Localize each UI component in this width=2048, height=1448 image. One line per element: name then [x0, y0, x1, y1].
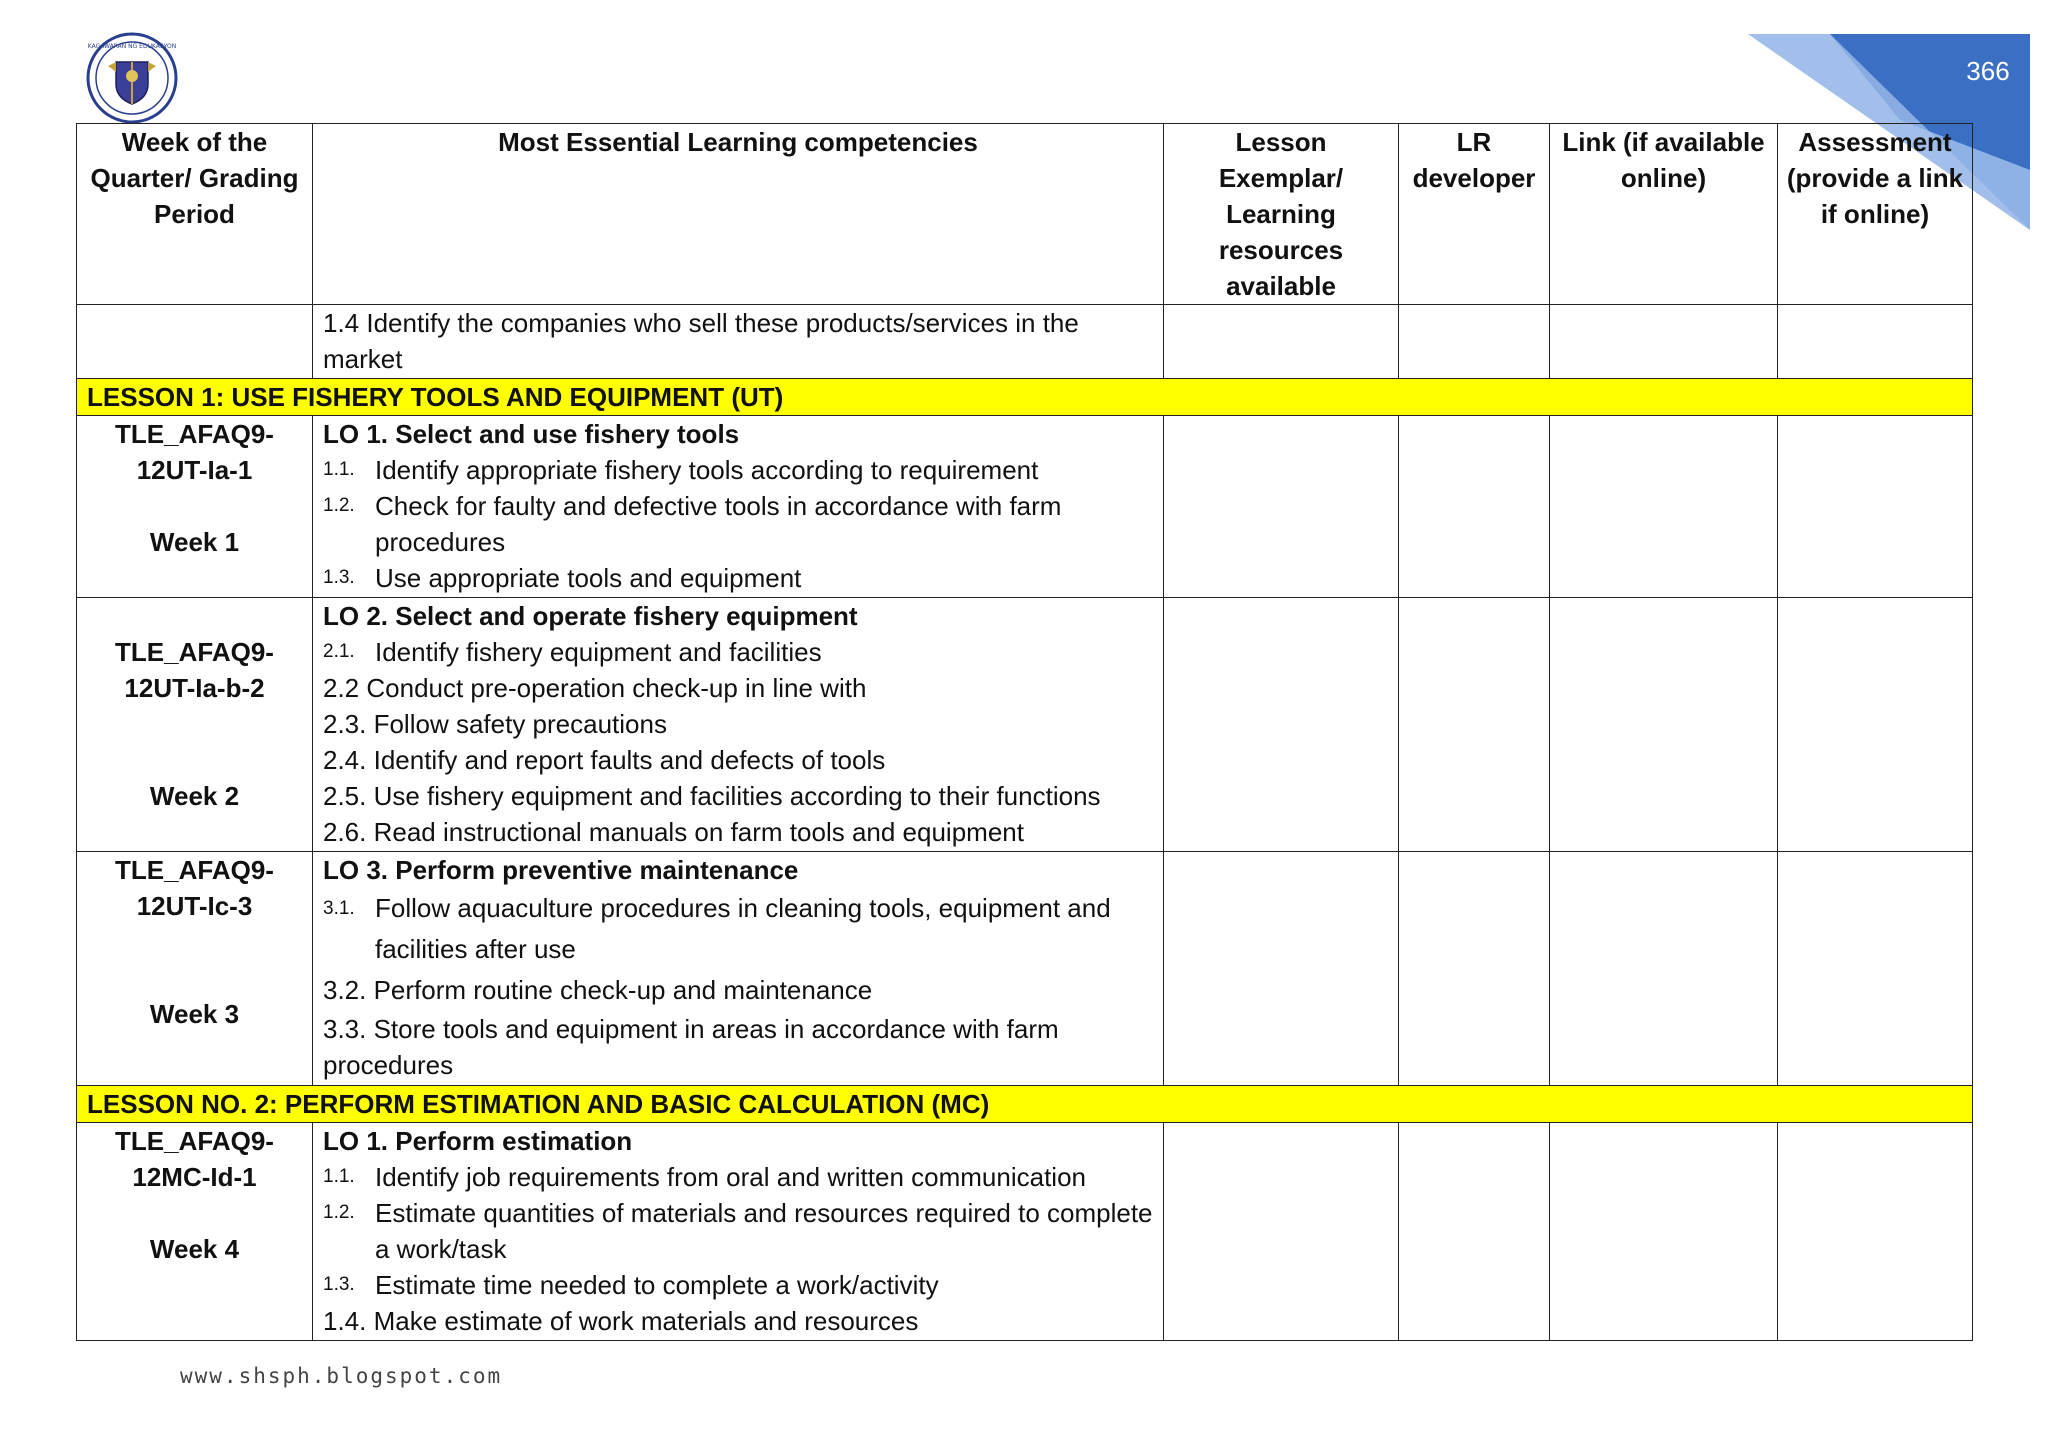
lesson-heading: LESSON NO. 2: PERFORM ESTIMATION AND BASIC CALCULATION (MC): [77, 1086, 1973, 1123]
competency-cell: 1.4 Identify the companies who sell these products/services in the market: [313, 305, 1164, 379]
competency-code: TLE_AFAQ9-: [115, 1126, 274, 1156]
table-header-row: [77, 124, 1973, 305]
competency-code: TLE_AFAQ9-: [115, 637, 274, 667]
week-label: Week 1: [149, 527, 240, 557]
list-item: 2.6. Read instructional manuals on farm tools and equipment: [323, 817, 1024, 847]
column-header-link: Link (if available online): [1550, 124, 1778, 305]
competency-cell: [313, 852, 1164, 1086]
table-row: [77, 852, 1973, 1086]
learning-outcome: LO 2. Select and operate fishery equipment: [323, 601, 858, 631]
deped-seal-logo: [86, 32, 178, 124]
list-item: 2.5. Use fishery equipment and facilities according to their functions: [323, 781, 1101, 811]
week-cell: [77, 852, 313, 1086]
list-item: 1.1. Identify appropriate fishery tools according to requirement: [323, 455, 1039, 485]
list-item: 2.1. Identify fishery equipment and facilities: [323, 637, 822, 667]
list-item: 2.4. Identify and report faults and defects of tools: [323, 745, 886, 775]
week-label: Week 3: [149, 999, 240, 1029]
competency-cell: [313, 1123, 1164, 1341]
list-item: 1.3. Estimate time needed to complete a work/activity: [323, 1270, 939, 1300]
competency-code: 12UT-Ia-1: [136, 455, 253, 485]
list-item: 1.4. Make estimate of work materials and resources: [323, 1306, 919, 1336]
list-item: 1.2. Check for faulty and defective tools in accordance with farm procedures: [323, 491, 1062, 557]
list-item: 3.2. Perform routine check-up and maintenance: [323, 975, 873, 1005]
competency-code: 12MC-Id-1: [132, 1162, 257, 1192]
page-number: 366: [1966, 56, 2010, 86]
competency-code: 12UT-Ia-b-2: [124, 673, 265, 703]
column-header-week: Week of the Quarter/ Grading Period: [77, 124, 313, 305]
column-header-assessment: Assessment (provide a link if online): [1778, 124, 1973, 305]
table-row: [77, 305, 1973, 379]
curriculum-guide-table: [76, 123, 1973, 1341]
competency-code: 12UT-Ic-3: [136, 891, 253, 921]
week-cell: [77, 416, 313, 598]
column-header-competencies: Most Essential Learning competencies: [313, 124, 1164, 305]
footer-url: www.shsph.blogspot.com: [180, 1364, 503, 1388]
list-item: 3.3. Store tools and equipment in areas in accordance with farm procedures: [323, 1014, 1059, 1080]
column-header-lr-developer: LR developer: [1399, 124, 1550, 305]
week-cell: [77, 598, 313, 852]
learning-outcome: LO 3. Perform preventive maintenance: [323, 855, 799, 885]
table-row: [77, 598, 1973, 852]
list-item: 3.1. Follow aquaculture procedures in cleaning tools, equipment and facilities after use: [323, 893, 1111, 964]
list-item: 2.2 Conduct pre-operation check-up in line with: [323, 673, 867, 703]
list-item: 1.3. Use appropriate tools and equipment: [323, 563, 802, 593]
lesson-heading: LESSON 1: USE FISHERY TOOLS AND EQUIPMENT (UT): [77, 379, 1973, 416]
competency-cell: [313, 416, 1164, 598]
competency-code: TLE_AFAQ9-: [115, 855, 274, 885]
table-row: [77, 416, 1973, 598]
list-item: 2.3. Follow safety precautions: [323, 709, 667, 739]
competency-cell: [313, 598, 1164, 852]
list-item: 1.1. Identify job requirements from oral and written communication: [323, 1162, 1086, 1192]
week-label: Week 2: [149, 781, 240, 811]
learning-outcome: LO 1. Select and use fishery tools: [323, 419, 740, 449]
svg-text:KAGAWARAN NG EDUKASYON: KAGAWARAN NG EDUKASYON: [87, 43, 177, 50]
table-row: [77, 1123, 1973, 1341]
learning-outcome: LO 1. Perform estimation: [323, 1126, 633, 1156]
lesson-heading-row: [77, 1086, 1973, 1123]
list-item: 1.2. Estimate quantities of materials and resources required to complete a work/task: [323, 1198, 1153, 1264]
week-label: Week 4: [149, 1234, 240, 1264]
column-header-lesson-exemplar: Lesson Exemplar/ Learning resources available: [1164, 124, 1399, 305]
week-cell: [77, 1123, 313, 1341]
week-cell: [77, 305, 313, 379]
lesson-heading-row: [77, 379, 1973, 416]
competency-code: TLE_AFAQ9-: [115, 419, 274, 449]
